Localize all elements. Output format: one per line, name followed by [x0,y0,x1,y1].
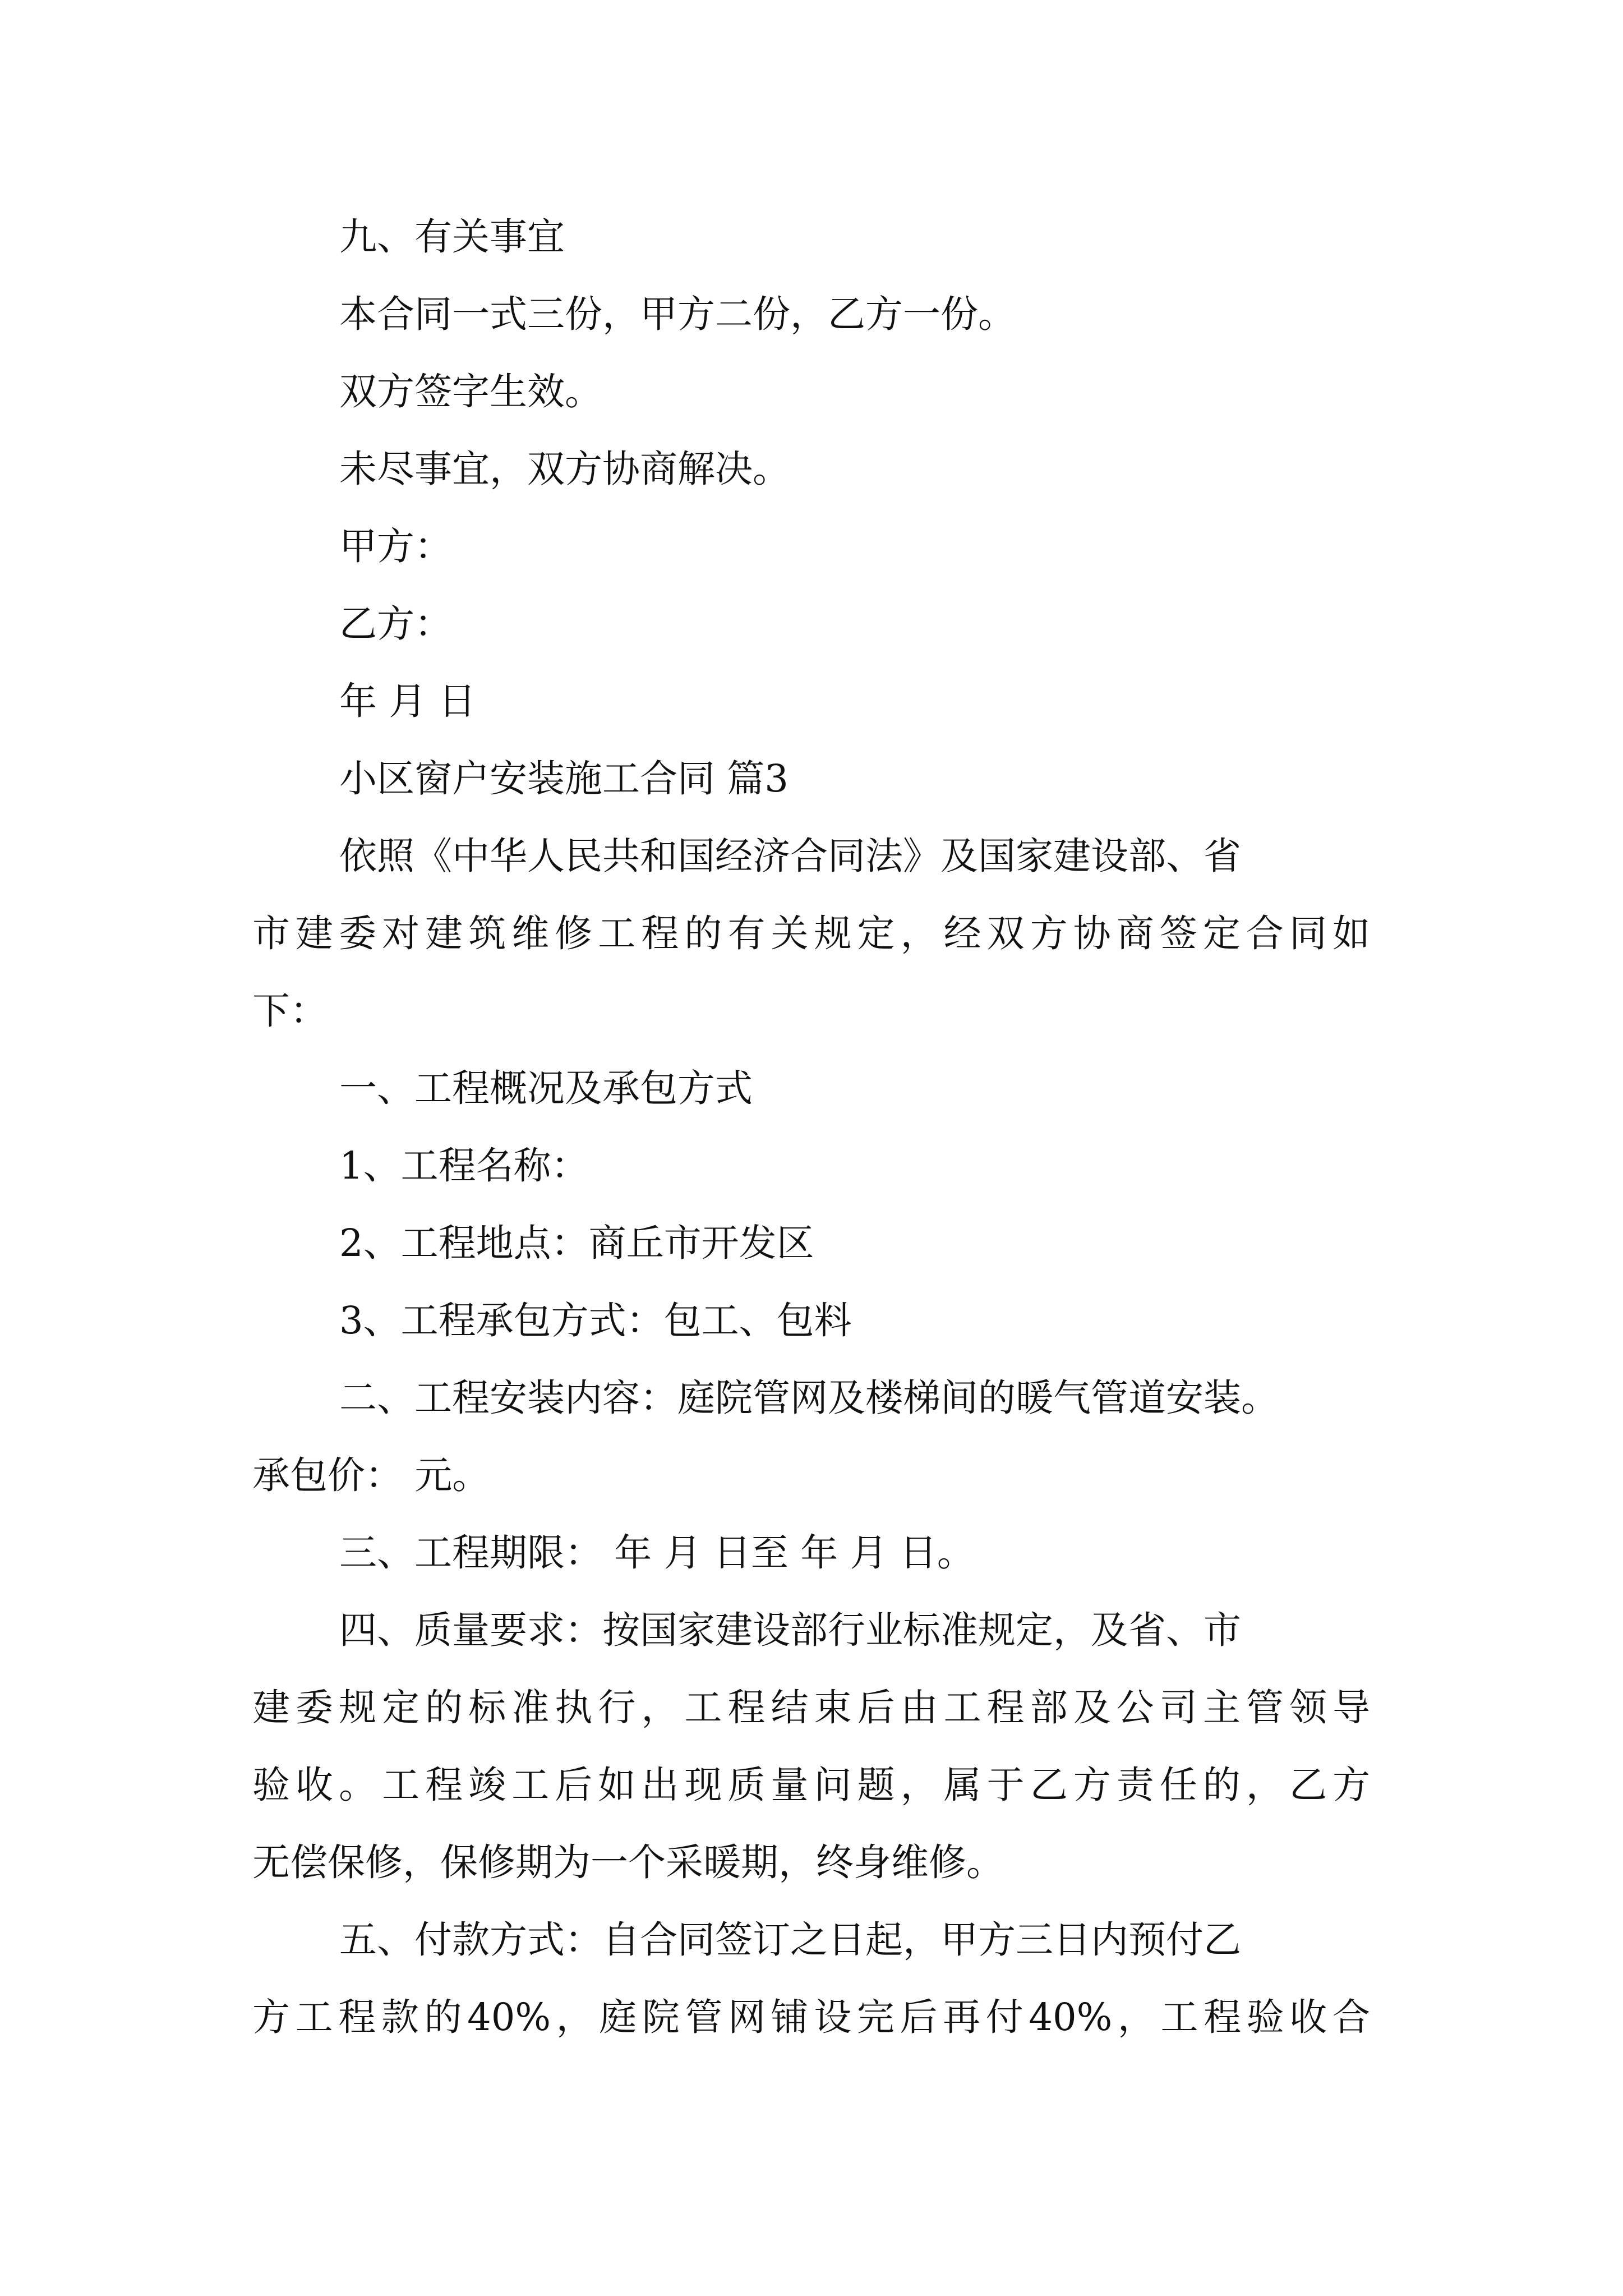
contract-title: 小区窗户安装施工合同 篇3 [339,757,789,800]
section-heading-9: 九、有关事宜 [339,215,565,259]
quality-clause-line-3: 验收。工程竣工后如出现质量问题，属于乙方责任的，乙方 [252,1763,1370,1807]
section-heading-1: 一、工程概况及承包方式 [339,1066,753,1110]
preamble-line-3: 下： [252,989,328,1033]
quality-clause-line-2: 建委规定的标准执行，工程结束后由工程部及公司主管领导 [252,1686,1370,1729]
payment-clause-line-1: 五、付款方式：自合同签订之日起，甲方三日内预付乙 [339,1918,1241,1962]
party-a-label: 甲方： [339,524,452,568]
install-content-clause: 二、工程安装内容：庭院管网及楼梯间的暖气管道安装。 [339,1376,1279,1420]
project-location-item: 2、工程地点：商丘市开发区 [339,1221,814,1265]
date-line: 年 月 日 [339,679,476,723]
preamble-line-1: 依照《中华人民共和国经济合同法》及国家建设部、省 [339,834,1241,878]
preamble-line-2: 市建委对建筑维修工程的有关规定，经双方协商签定合同如 [252,912,1370,955]
effective-clause: 双方签字生效。 [339,370,602,413]
quality-clause-line-1: 四、质量要求：按国家建设部行业标准规定，及省、市 [339,1608,1241,1652]
payment-clause-line-2: 方工程款的40%，庭院管网铺设完后再付40%，工程验收合 [252,1995,1370,2039]
party-b-label: 乙方： [339,602,452,646]
quality-clause-line-4: 无偿保修，保修期为一个采暖期，终身维修。 [252,1841,1004,1884]
contract-price-line: 承包价： 元。 [252,1453,490,1497]
contract-method-item: 3、工程承包方式：包工、包料 [339,1299,852,1342]
copies-clause: 本合同一式三份，甲方二份，乙方一份。 [339,292,1016,336]
unresolved-clause: 未尽事宜，双方协商解决。 [339,447,790,491]
project-period-clause: 三、工程期限： 年 月 日至 年 月 日。 [339,1531,975,1575]
project-name-item: 1、工程名称： [339,1144,589,1188]
